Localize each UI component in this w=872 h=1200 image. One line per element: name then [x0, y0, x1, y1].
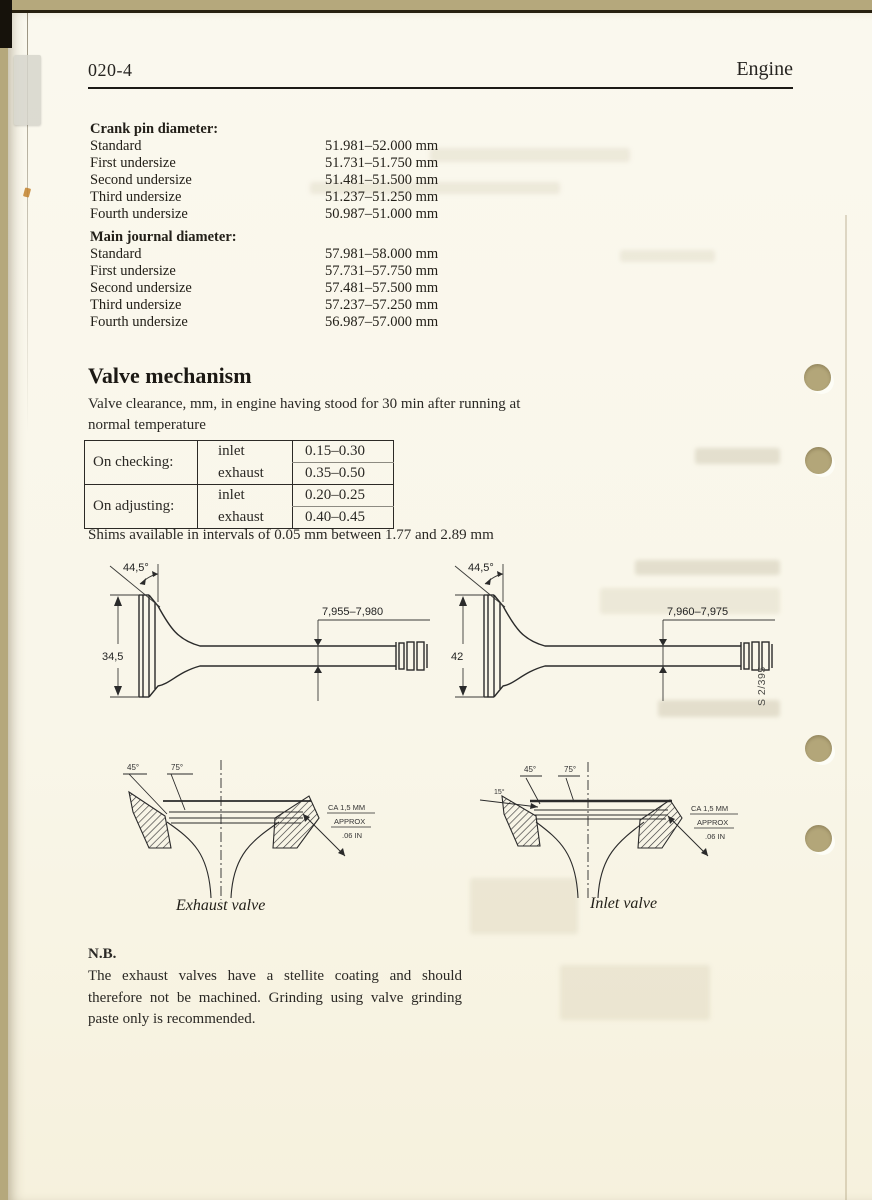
spec-value: 51.731–51.750 mm: [325, 155, 439, 171]
spec-row: [90, 189, 520, 206]
page-crease: [845, 215, 847, 1200]
spec-label: First undersize: [90, 155, 176, 171]
spec-row: [90, 280, 520, 297]
seat-angle-15-label: 15°: [494, 789, 505, 796]
spec-label: Third undersize: [90, 297, 182, 313]
seat-width-note-in: .06 IN: [342, 831, 363, 840]
dimension-arrows: [114, 571, 322, 696]
valve-type-cell: exhaust: [198, 507, 293, 529]
shims-note: Shims available in intervals of 0.05 mm between 1.77 and 2.89 mm: [88, 527, 494, 543]
valve-type-cell: exhaust: [198, 463, 293, 485]
spec-value: 51.237–51.250 mm: [325, 189, 439, 205]
bleed-through-smudge: [620, 250, 715, 262]
stem-diameter-label: 7,955–7,980: [322, 606, 384, 618]
punch-hole: [805, 447, 832, 474]
clearance-value-cell: 0.20–0.25: [293, 485, 394, 507]
spec-row: [90, 297, 520, 314]
seat-angle-label: 44,5°: [468, 562, 494, 574]
clearance-value-cell: 0.40–0.45: [293, 507, 394, 529]
nb-title: N.B.: [88, 946, 117, 962]
seat-angle-45-label: 45°: [127, 763, 140, 772]
spec-label: Fourth undersize: [90, 206, 188, 222]
spec-row: [90, 263, 520, 280]
head-diameter-label: 42: [451, 651, 464, 663]
seat-width-note-mm: CA 1,5 MM: [691, 804, 729, 813]
valve-side-view-left: [98, 556, 443, 716]
section-title: Engine: [736, 58, 793, 80]
valve-type-cell: inlet: [198, 485, 293, 507]
spec-value: 57.981–58.000 mm: [325, 246, 439, 262]
figure-reference: S 2/395: [756, 666, 768, 706]
spec-row: [90, 172, 520, 189]
spec-label: Standard: [90, 246, 142, 262]
condition-cell: On adjusting:: [85, 485, 198, 529]
clearance-value-cell: 0.15–0.30: [293, 441, 394, 463]
nb-text: The exhaust valves have a stellite coating and should therefore not be machined. Grinding using valve grinding paste only is recommended.: [88, 968, 462, 1027]
spec-label: Standard: [90, 138, 142, 154]
binding-corner-mark: [0, 0, 12, 48]
main-journal-spec-list: [90, 229, 520, 331]
tape-fragment: [14, 55, 41, 125]
spec-value: 51.481–51.500 mm: [325, 172, 439, 188]
spec-value: 50.987–51.000 mm: [325, 206, 439, 222]
valve-clearance-intro: Valve clearance, mm, in engine having stood for 30 min after running at normal temperature: [88, 396, 521, 433]
spec-row: [90, 138, 520, 155]
table-row: [85, 441, 394, 463]
punch-hole: [805, 735, 832, 762]
spec-row: [90, 246, 520, 263]
spec-label: Second undersize: [90, 280, 192, 296]
spec-row: [90, 314, 520, 331]
table-row: [85, 485, 394, 507]
seat-angle-45-label: 45°: [524, 765, 537, 774]
seat-angle-75-label: 75°: [171, 763, 184, 772]
page-number: 020-4: [88, 60, 133, 80]
dimension-arrows: [459, 571, 667, 696]
spec-row: [90, 206, 520, 223]
spec-label: Second undersize: [90, 172, 192, 188]
seat-angle-75-label: 75°: [564, 765, 577, 774]
inlet-valve-caption: Inlet valve: [590, 895, 658, 912]
spec-title: Main journal diameter:: [90, 229, 237, 245]
bleed-through-smudge: [695, 448, 780, 464]
spec-value: 57.237–57.250 mm: [325, 297, 439, 313]
head-diameter-label: 34,5: [102, 651, 124, 663]
exhaust-valve-caption: Exhaust valve: [176, 897, 266, 914]
bleed-through-smudge: [560, 965, 710, 1020]
seat-width-note-mm: CA 1,5 MM: [328, 803, 366, 812]
spec-title: Crank pin diameter:: [90, 121, 219, 137]
spec-value: 51.981–52.000 mm: [325, 138, 439, 154]
inlet-seat-section: [476, 758, 741, 903]
valve-type-cell: inlet: [198, 441, 293, 463]
punch-hole: [804, 364, 831, 391]
spec-label: First undersize: [90, 263, 176, 279]
valve-mechanism-heading: Valve mechanism: [88, 363, 252, 388]
crank-pin-spec-list: [90, 121, 520, 223]
condition-cell: On checking:: [85, 441, 198, 485]
spec-value: 57.481–57.500 mm: [325, 280, 439, 296]
punch-hole: [805, 825, 832, 852]
spec-value: 57.731–57.750 mm: [325, 263, 439, 279]
valve-clearance-table: [84, 440, 394, 529]
seat-width-note-approx: APPROX: [334, 817, 366, 826]
seat-width-note-in: .06 IN: [705, 832, 726, 841]
scan-top-shadow: [6, 10, 872, 13]
spec-label: Third undersize: [90, 189, 182, 205]
exhaust-seat-section: [113, 756, 378, 904]
clearance-value-cell: 0.35–0.50: [293, 463, 394, 485]
spec-value: 56.987–57.000 mm: [325, 314, 439, 330]
valve-side-view-right: [443, 556, 788, 716]
seat-width-note-approx: APPROX: [697, 818, 729, 827]
header-rule: [88, 87, 793, 89]
spec-row: [90, 155, 520, 172]
seat-angle-label: 44,5°: [123, 562, 149, 574]
stem-diameter-label: 7,960–7,975: [667, 606, 729, 618]
spec-label: Fourth undersize: [90, 314, 188, 330]
